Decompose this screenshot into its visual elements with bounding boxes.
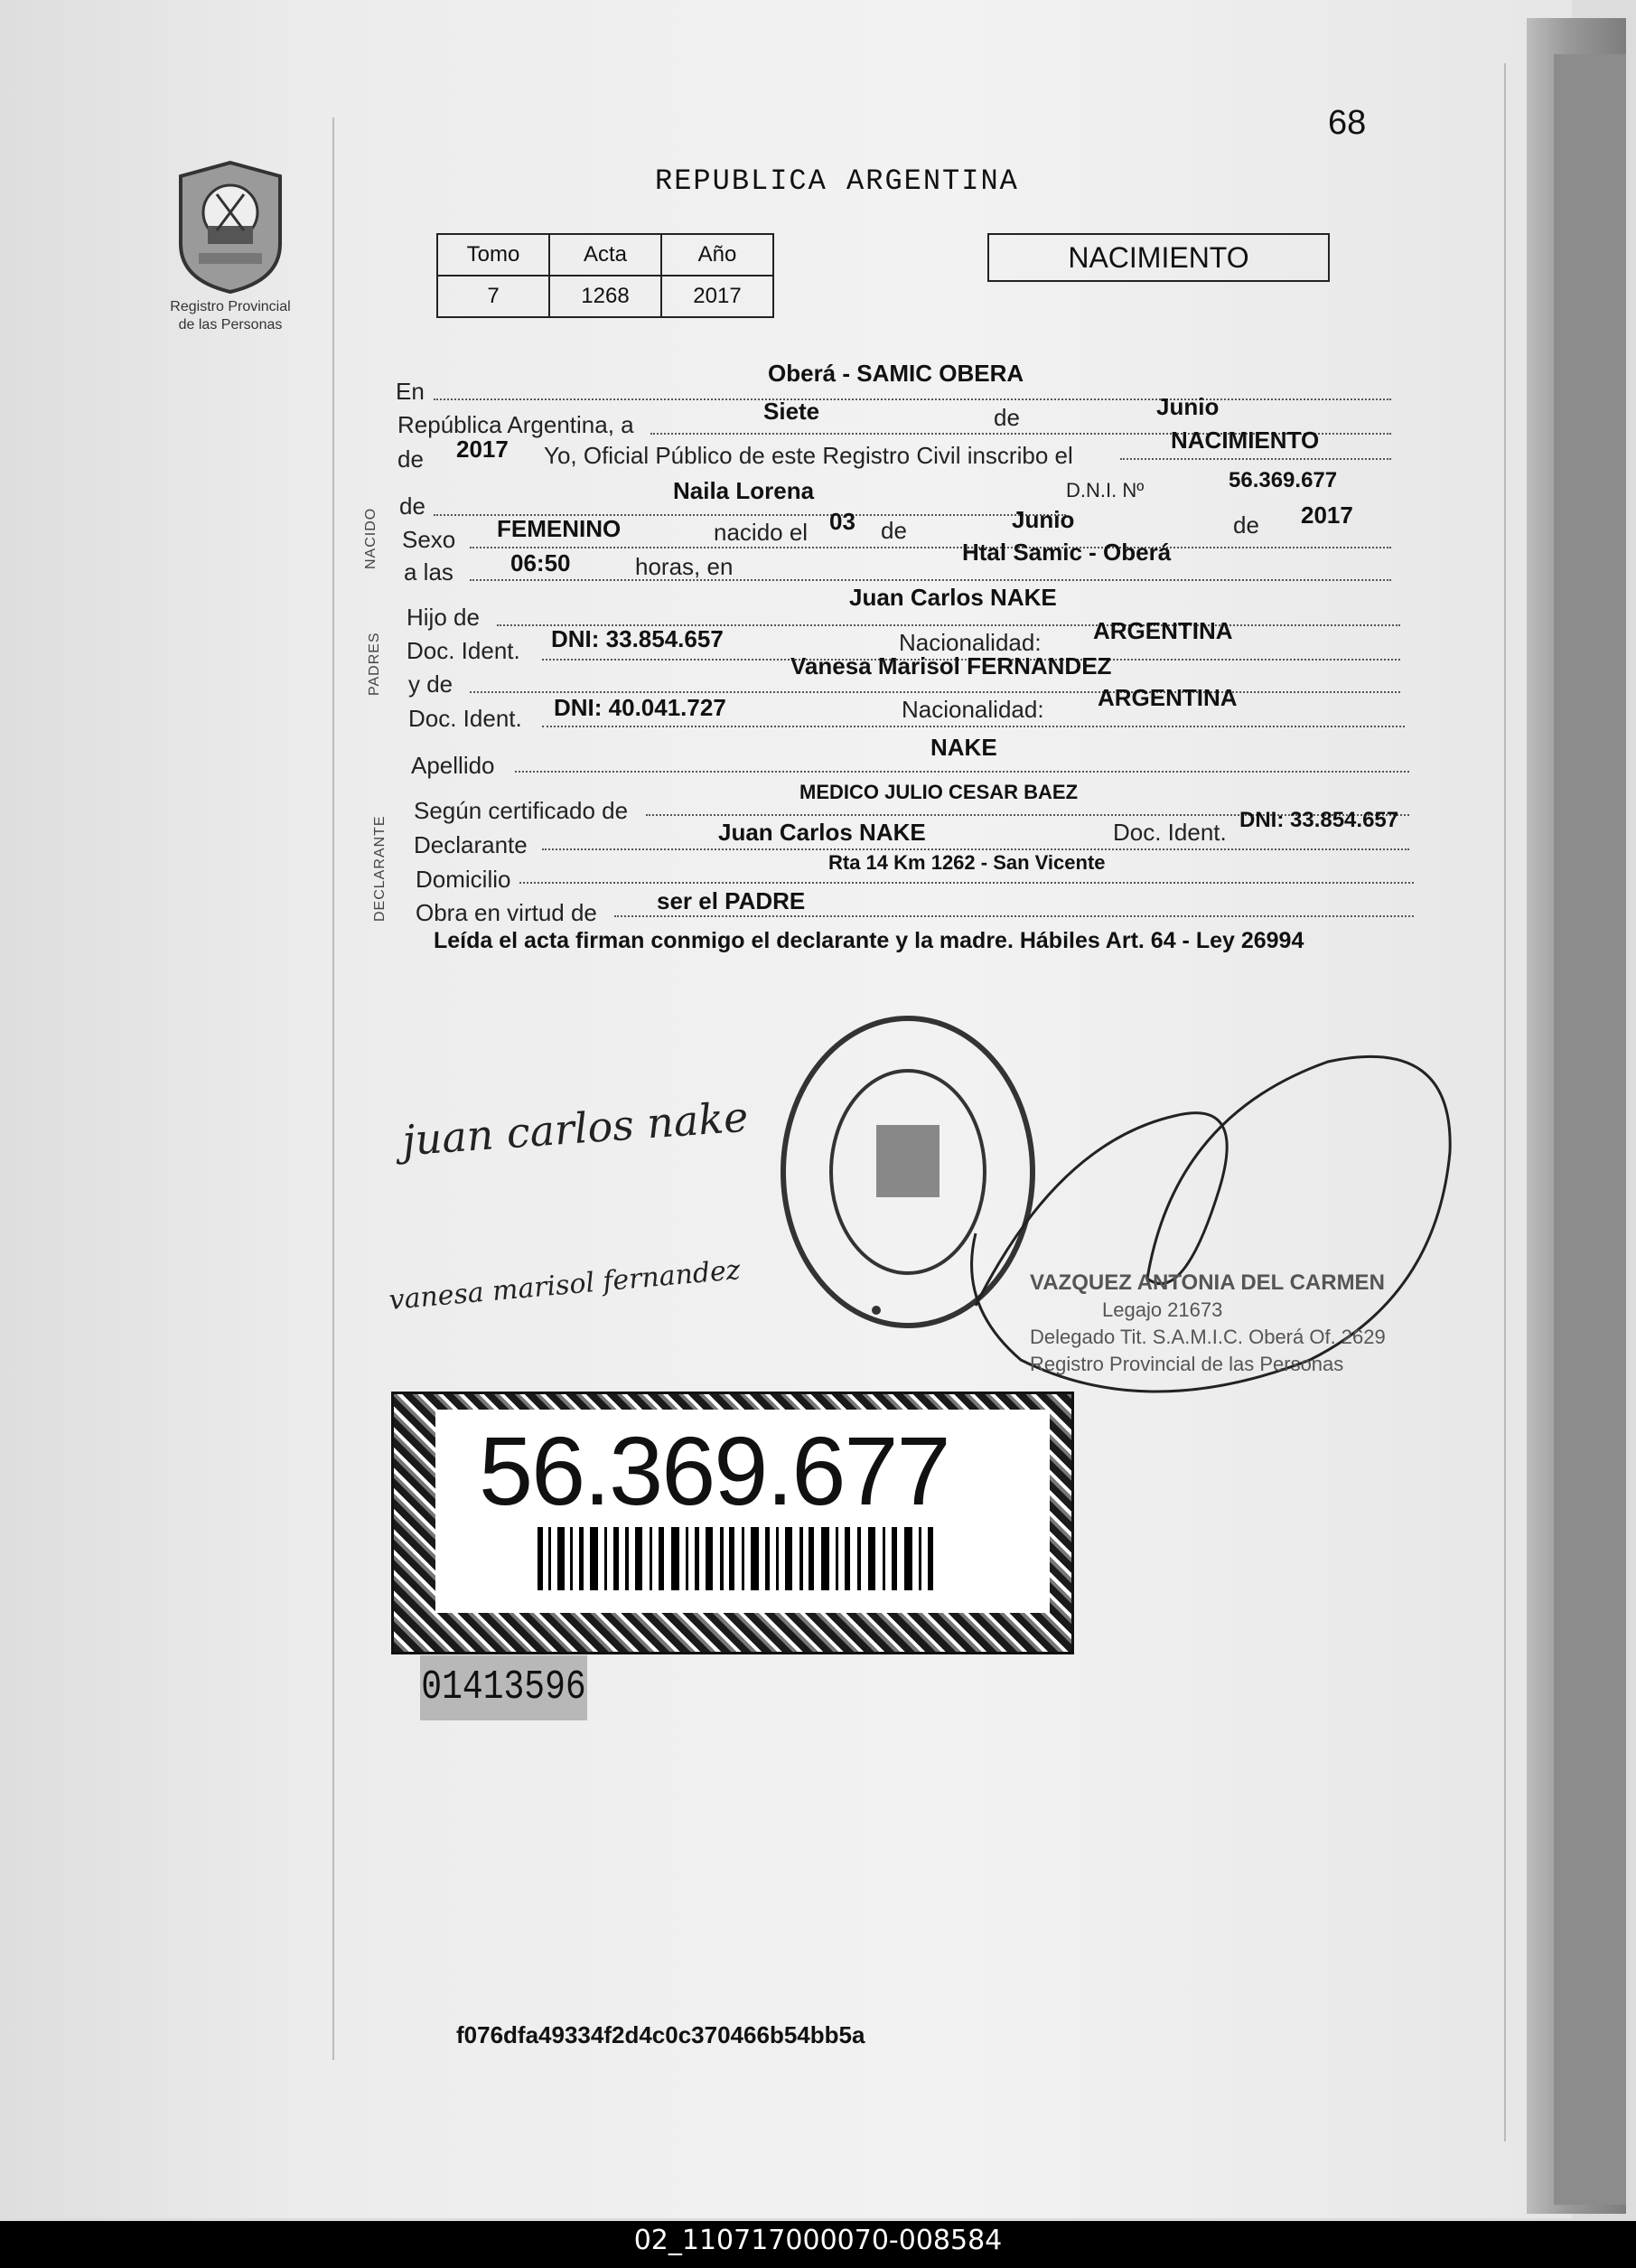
value-hora: 06:50 [510,549,571,576]
mother-signature: vanesa marisol fernandez [388,1254,742,1317]
label-yo-oficial: Yo, Oficial Público de este Registro Civil inscribo el [544,442,1073,469]
dotted-line [470,546,1391,548]
value-declarante-doc: DNI: 33.854.657 [1239,808,1399,832]
value-anio: 2017 [456,436,509,463]
label-nacionalidad: Nacionalidad: [899,629,1042,656]
official-cargo: Delegado Tit. S.A.M.I.C. Oberá Of. 2629 [1030,1326,1386,1348]
province-seal-icon [167,158,294,294]
footer-filename: 02_110717000070-008584 [633,2225,1003,2256]
label-horas-en: horas, en [635,553,734,580]
barcode-bars-icon [538,1527,935,1590]
dotted-line [1120,457,1391,460]
official-legajo: Legajo 21673 [1102,1298,1223,1321]
value-domicilio: Rta 14 Km 1262 - San Vicente [828,851,1106,874]
value-certificado: MEDICO JULIO CESAR BAEZ [799,781,1079,803]
label-doc-ident: Doc. Ident. [1113,819,1227,846]
document-title: REPUBLICA ARGENTINA [655,164,1019,198]
dotted-line [515,770,1409,773]
official-registro: Registro Provincial de las Personas [1030,1353,1344,1375]
value-madre-nac: ARGENTINA [1098,684,1238,711]
value-tipo: NACIMIENTO [1171,426,1320,454]
label-a-las: a las [404,558,453,586]
value-madre-doc: DNI: 40.041.727 [554,694,726,721]
dotted-line [519,881,1414,884]
label-doc-ident: Doc. Ident. [408,705,522,732]
official-stamp-text [1030,1270,1386,1378]
value-declarante: Juan Carlos NAKE [718,819,926,846]
label-y-de: y de [408,670,453,698]
serial-number: 01413596 [420,1655,587,1720]
label-de: de [994,404,1020,431]
side-label-nacido: NACIDO [363,507,379,569]
acta-header: Acta [549,234,661,276]
value-madre: Vanesa Marisol FERNANDEZ [790,652,1112,679]
dotted-line [542,725,1405,727]
label-republica: República Argentina, a [397,411,634,438]
value-mes: Junio [1156,393,1220,420]
label-de: de [397,445,424,473]
label-en: En [396,378,425,405]
label-declarante: Declarante [414,831,528,858]
act-type-box: NACIMIENTO [987,233,1330,282]
dotted-line [614,914,1414,917]
logo-caption-line2: de las Personas [178,317,283,333]
folder-edge-shadow [1554,54,1626,2205]
label-segun-certificado: Según certificado de [414,797,629,824]
anio-header: Año [661,234,773,276]
value-lugar: Oberá - SAMIC OBERA [768,360,1024,387]
dotted-line [470,578,1391,581]
value-lugar-nac: Htal Samic - Oberá [962,539,1172,566]
right-margin-line [1504,63,1506,2141]
value-dni: 56.369.677 [1229,468,1338,492]
father-signature: juan carlos nake [400,1092,750,1166]
label-obra-en-virtud: Obra en virtud de [416,899,597,926]
logo-caption [145,298,316,334]
logo-caption-line1: Registro Provincial [170,299,291,314]
value-nombre: Naila Lorena [673,477,815,504]
side-label-padres: PADRES [367,632,382,696]
acta-value: 1268 [549,276,661,317]
closing-note: Leída el acta firman conmigo el declarante y la madre. Hábiles Art. 64 - Ley 26994 [434,928,1304,953]
value-dia-letras: Siete [763,398,820,425]
label-nacido-el: nacido el [714,519,809,546]
document-hash: f076dfa49334f2d4c0c370466b54bb5a [456,2021,865,2048]
label-nacionalidad: Nacionalidad: [902,696,1044,723]
value-nac-mes: Junio [1012,506,1075,533]
label-sexo: Sexo [402,526,456,553]
dotted-line [470,690,1400,693]
dotted-line [434,398,1391,400]
label-dni: D.N.I. Nº [1066,479,1145,501]
anio-value: 2017 [661,276,773,317]
side-label-declarante: DECLARANTE [372,815,388,922]
page-number: 68 [1328,104,1367,142]
label-de: de [881,517,907,544]
label-doc-ident: Doc. Ident. [407,637,520,664]
left-margin-line [332,117,334,2060]
dotted-line [542,848,1409,850]
tomo-value: 7 [437,276,549,317]
value-padre-doc: DNI: 33.854.657 [551,625,724,652]
value-sexo: FEMENINO [497,515,622,542]
label-apellido: Apellido [411,752,495,779]
official-name: VAZQUEZ ANTONIA DEL CARMEN [1030,1270,1385,1295]
label-de: de [399,492,425,520]
value-padre: Juan Carlos NAKE [849,584,1057,611]
value-nac-anio: 2017 [1301,501,1353,529]
barcode-number: 56.369.677 [479,1416,949,1525]
label-hijo-de: Hijo de [407,604,480,631]
value-apellido: NAKE [930,734,997,761]
registry-table [436,233,774,318]
value-obra: ser el PADRE [657,887,806,914]
label-domicilio: Domicilio [416,866,511,893]
value-nac-dia: 03 [829,508,855,535]
value-padre-nac: ARGENTINA [1093,617,1233,644]
tomo-header: Tomo [437,234,549,276]
label-de: de [1233,511,1259,539]
